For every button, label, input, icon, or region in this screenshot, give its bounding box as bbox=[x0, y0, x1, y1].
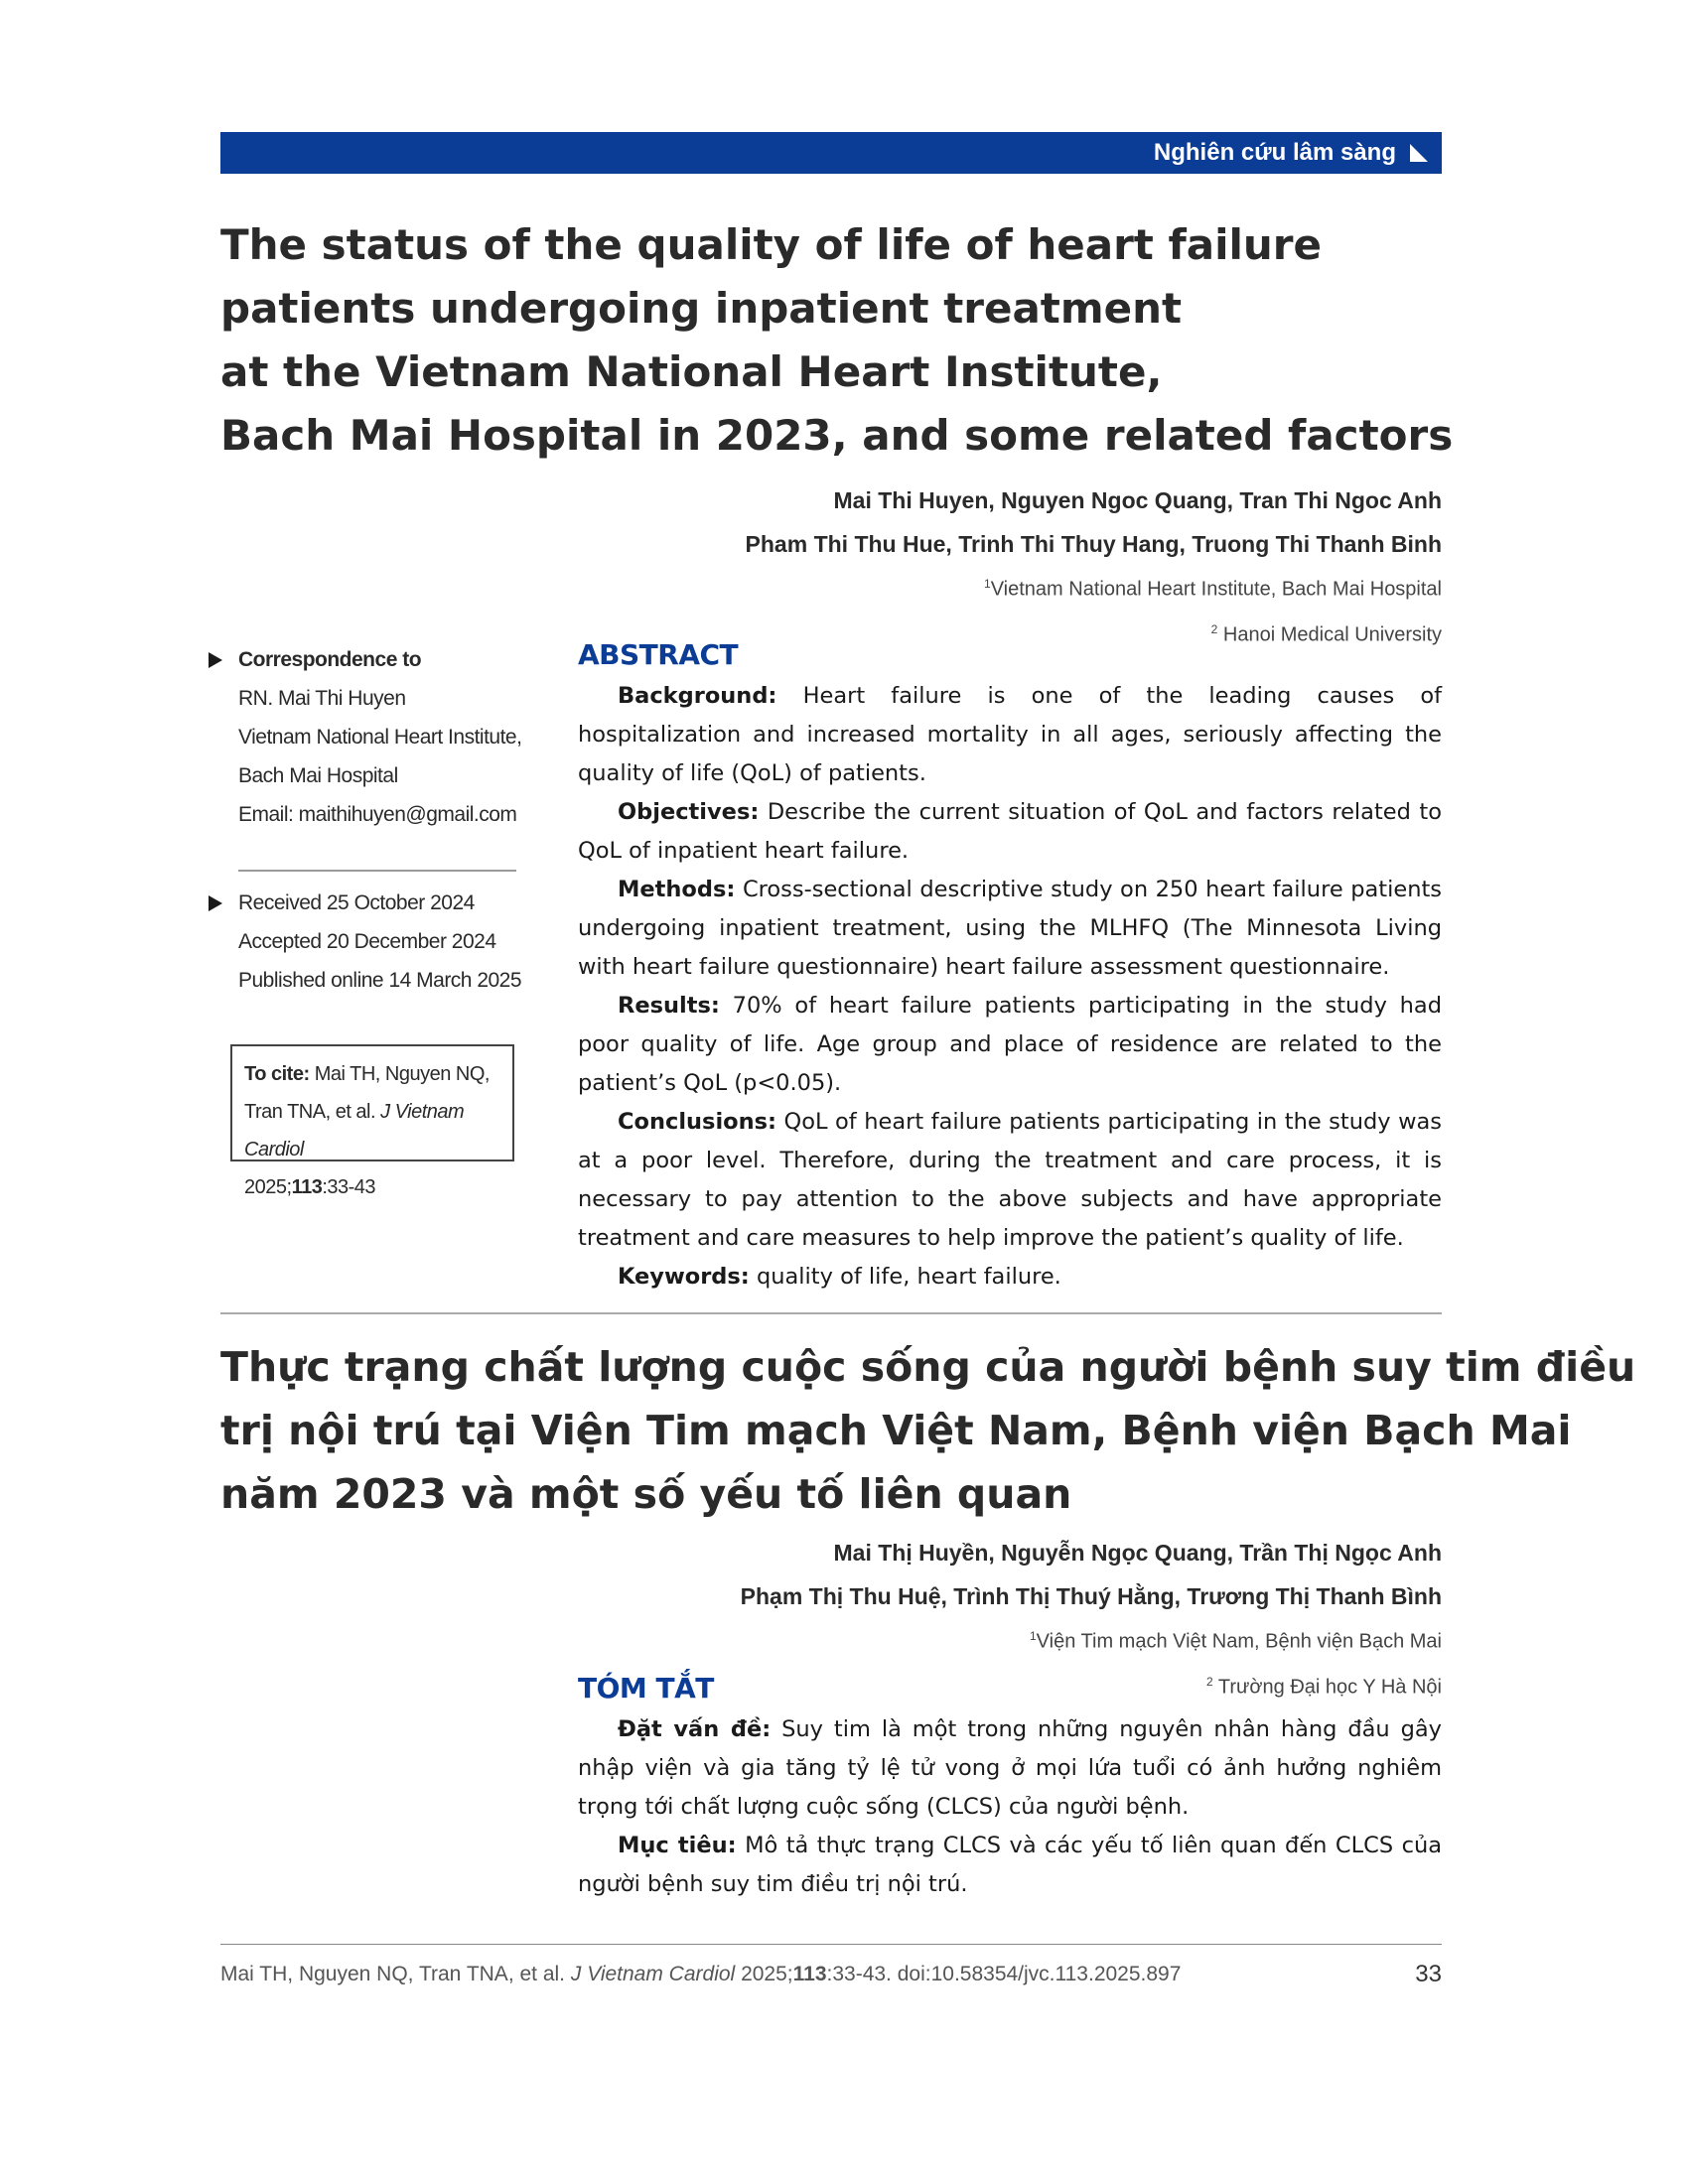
background-text: Heart failure is one of the leading causes of hospitalization and increased mortality in all ages, seriously affecting the quality of life (QoL) of patients. bbox=[578, 683, 1442, 786]
cite-authors-2: Tran TNA, et al. bbox=[244, 1101, 376, 1123]
title-line: trị nội trú tại Viện Tim mạch Việt Nam, Bệnh viện Bạch Mai bbox=[220, 1407, 1572, 1454]
affiliation-1: Vietnam National Heart Institute, Bach Mai Hospital bbox=[990, 578, 1442, 601]
bullet-arrow-icon bbox=[209, 895, 222, 911]
correspondence-institution: Vietnam National Heart Institute, bbox=[238, 726, 522, 749]
correspondence-label: Correspondence to bbox=[238, 648, 422, 671]
affiliation-2: Hanoi Medical University bbox=[1222, 623, 1442, 646]
author-list-english bbox=[746, 478, 1442, 566]
footer-year: 2025; bbox=[741, 1963, 793, 1985]
correspondence-name: RN. Mai Thi Huyen bbox=[238, 687, 406, 710]
article-title-english bbox=[220, 213, 1454, 468]
muc-tieu-label: Mục tiêu: bbox=[618, 1833, 737, 1858]
author-list-vietnamese bbox=[741, 1531, 1442, 1618]
keywords-label: Keywords: bbox=[618, 1264, 750, 1290]
affiliations-vietnamese: $^1$Viện Tim mạch Việt Nam, Bệnh viện Bạch Mai $^2$ Trường Đại học Y Hà Nội bbox=[1029, 1629, 1442, 1699]
authors-line: Pham Thi Thu Hue, Trinh Thi Thuy Hang, Truong Thi Thanh Binh bbox=[745, 531, 1442, 557]
accepted-date: Accepted 20 December 2024 bbox=[238, 930, 496, 953]
objectives-text: Describe the current situation of QoL and factors related to QoL of inpatient heart failure. bbox=[578, 799, 1442, 864]
background-label: Background: bbox=[618, 683, 777, 709]
title-line: năm 2023 và một số yếu tố liên quan bbox=[220, 1470, 1072, 1518]
dat-van-de-text: Suy tim là một trong những nguyên nhân hàng đầu gây nhập viện và gia tăng tỷ lệ tử vong ở mọi lứa tuổi có ảnh hưởng nghiêm trọng tới chất lượng cuộc sống (CLCS) của người bệnh. bbox=[578, 1716, 1442, 1820]
affiliation-1: Viện Tim mạch Việt Nam, Bệnh viện Bạch Mai bbox=[1036, 1630, 1442, 1653]
cite-pages: :33-43 bbox=[322, 1176, 376, 1198]
footer-doi: :33-43. doi:10.58354/jvc.113.2025.897 bbox=[826, 1963, 1182, 1985]
bullet-arrow-icon bbox=[209, 652, 222, 668]
correspondence-block bbox=[209, 640, 536, 834]
published-date: Published online 14 March 2025 bbox=[238, 969, 522, 992]
footer-authors: Mai TH, Nguyen NQ, Tran TNA, et al. bbox=[220, 1963, 566, 1985]
abstract-english bbox=[578, 677, 1442, 1297]
title-line: The status of the quality of life of heart failure bbox=[220, 220, 1323, 269]
cite-authors: Mai TH, Nguyen NQ, bbox=[314, 1063, 490, 1085]
cite-journal: J Vietnam Cardiol bbox=[244, 1101, 465, 1160]
muc-tieu-text: Mô tả thực trạng CLCS và các yếu tố liên quan đến CLCS của người bệnh suy tim điều trị nội trú. bbox=[578, 1833, 1443, 1897]
received-date: Received 25 October 2024 bbox=[238, 891, 475, 914]
dat-van-de-label: Đặt vấn đề: bbox=[618, 1716, 772, 1742]
cite-year: 2025; bbox=[244, 1176, 292, 1198]
abstract-vietnamese bbox=[578, 1710, 1442, 1904]
title-line: Thực trạng chất lượng cuộc sống của người bệnh suy tim điều bbox=[220, 1343, 1636, 1391]
title-line: Bach Mai Hospital in 2023, and some related factors bbox=[220, 411, 1454, 460]
footer-journal: J Vietnam Cardiol bbox=[570, 1963, 736, 1985]
section-banner bbox=[220, 132, 1442, 174]
cite-volume: 113 bbox=[291, 1176, 323, 1198]
methods-label: Methods: bbox=[618, 877, 736, 902]
correspondence-hospital: Bach Mai Hospital bbox=[238, 764, 398, 787]
citation-box bbox=[230, 1044, 514, 1198]
section-rule bbox=[220, 1312, 1442, 1314]
keywords-text: quality of life, heart failure. bbox=[756, 1264, 1061, 1290]
title-line: patients undergoing inpatient treatment bbox=[220, 284, 1183, 333]
authors-line: Phạm Thị Thu Huệ, Trình Thị Thuý Hằng, Trương Thị Thanh Bình bbox=[740, 1583, 1442, 1609]
correspondence-email: Email: maithihuyen@gmail.com bbox=[238, 803, 517, 826]
authors-line: Mai Thị Huyền, Nguyễn Ngọc Quang, Trần Thị Ngọc Anh bbox=[833, 1540, 1442, 1566]
footer-rule bbox=[220, 1944, 1442, 1945]
sidebar-divider bbox=[238, 870, 516, 872]
affiliation-2: Trường Đại học Y Hà Nội bbox=[1217, 1676, 1442, 1699]
objectives-label: Objectives: bbox=[618, 799, 760, 825]
results-text: 70% of heart failure patients participating in the study had poor quality of life. Age group and place of residence are related to the patient’s QoL (p<0.05). bbox=[578, 993, 1442, 1096]
affiliations-english: $^1$Vietnam National Heart Institute, Bach Mai Hospital $^2$ Hanoi Medical University bbox=[984, 577, 1442, 646]
page-number: 33 bbox=[1415, 1961, 1442, 1987]
footer-citation bbox=[220, 1963, 1181, 1986]
footer-volume: 113 bbox=[792, 1963, 827, 1985]
cite-label: To cite: bbox=[244, 1063, 310, 1085]
abstract-heading: ABSTRACT bbox=[578, 638, 739, 671]
corner-triangle-icon bbox=[1408, 142, 1430, 164]
article-title-vietnamese bbox=[220, 1335, 1636, 1526]
dates-block bbox=[209, 884, 536, 1000]
conclusions-text: QoL of heart failure patients participating in the study was at a poor level. Therefore, during the treatment and care process, it is necessary to pay attention to the above subjects and have appropriate treatment and care measures to help improve the patient’s quality of life. bbox=[578, 1109, 1442, 1251]
authors-line: Mai Thi Huyen, Nguyen Ngoc Quang, Tran Thi Ngoc Anh bbox=[833, 487, 1442, 513]
title-line: at the Vietnam National Heart Institute, bbox=[220, 347, 1163, 396]
methods-text: Cross-sectional descriptive study on 250 heart failure patients undergoing inpatient treatment, using the MLHFQ (The Minnesota Living with heart failure questionnaire) heart failure assessment questionnaire. bbox=[578, 877, 1442, 980]
results-label: Results: bbox=[618, 993, 720, 1019]
conclusions-label: Conclusions: bbox=[618, 1109, 777, 1135]
section-label: Nghiên cứu lâm sàng bbox=[1153, 139, 1396, 166]
tom-tat-heading: TÓM TẮT bbox=[578, 1672, 714, 1705]
